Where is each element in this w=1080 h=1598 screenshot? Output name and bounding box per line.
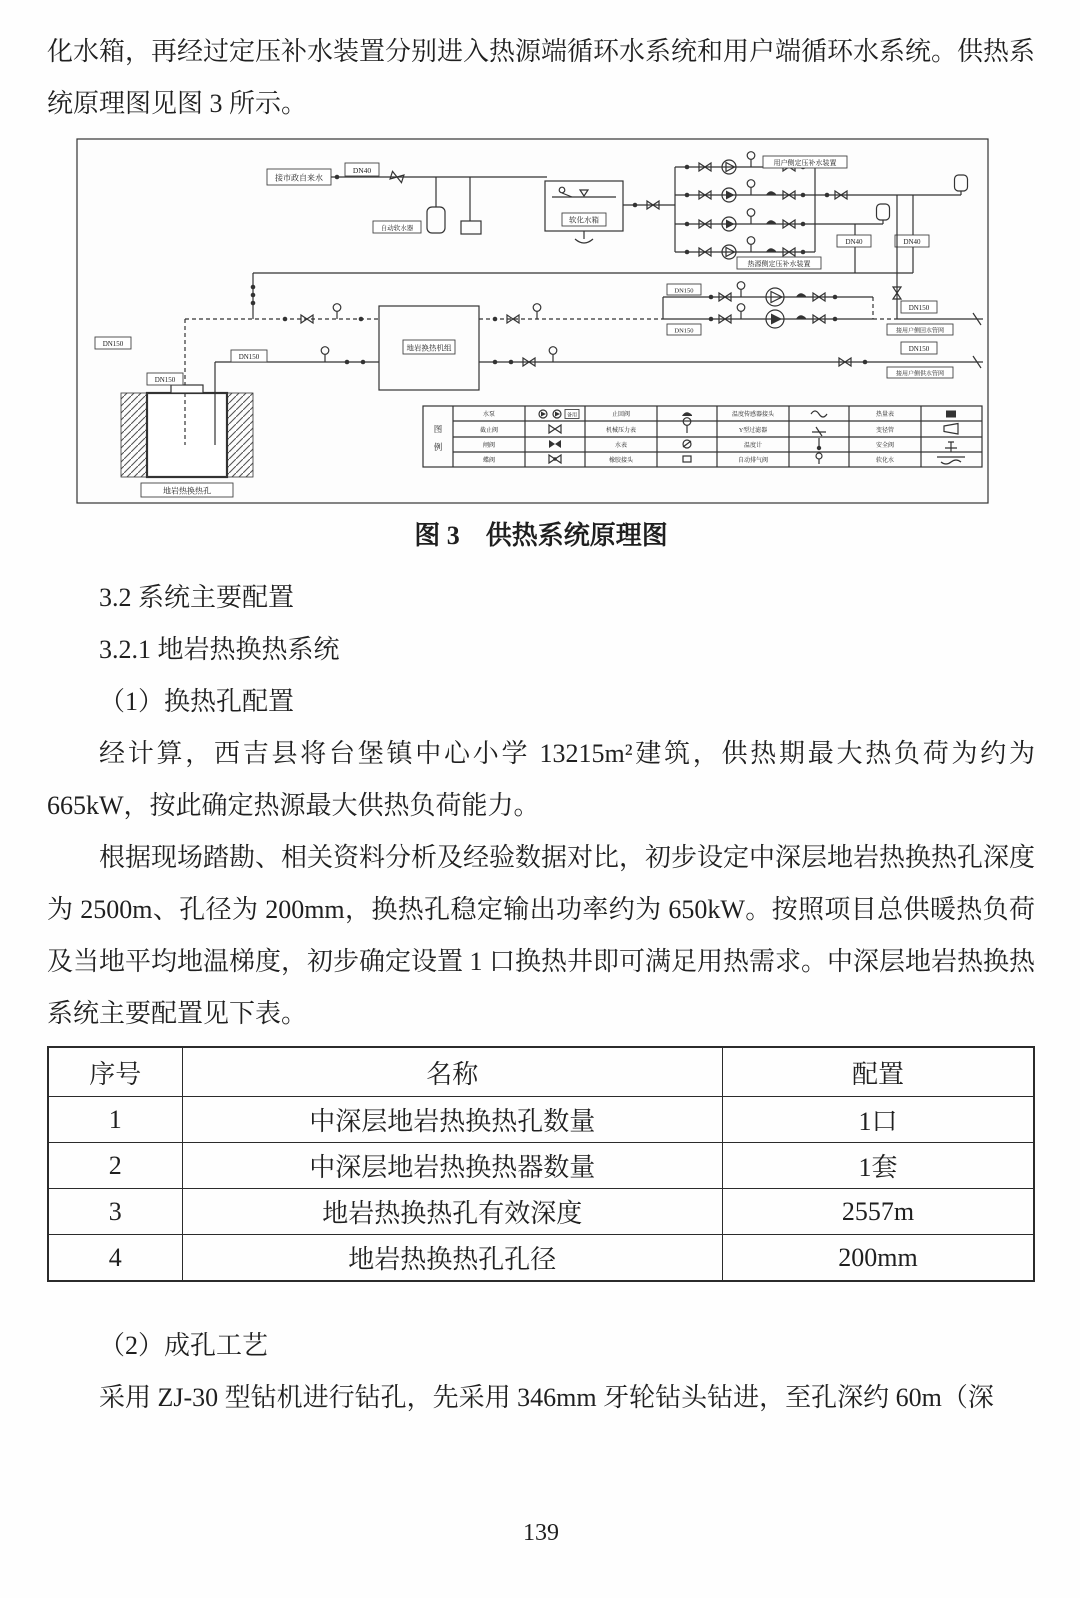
table-header-name: 名称 xyxy=(182,1047,722,1097)
dn40-label: DN40 xyxy=(845,238,863,246)
tap-water-label: 接市政自来水 xyxy=(275,173,323,183)
paragraph-borehole-design: 根据现场踏勘、相关资料分析及经验数据对比，初步设定中深层地岩热换热孔深度为 2500m、孔径为 200mm，换热孔稳定输出功率约为 650kW。按照项目总供暖热负荷及当地平均地温梯度，初步确定设置 1 口换热井即可满足用热需求。中深层地岩热换热系统主要配置见下表。 xyxy=(47,843,1036,1028)
heading-item-1: （1）换热孔配置 xyxy=(99,687,295,716)
figure-3-heating-schematic xyxy=(75,136,990,506)
legend-item: 变径管 xyxy=(875,428,895,434)
dn150-label: DN150 xyxy=(674,287,694,295)
softener-label: 自动软水器 xyxy=(380,225,414,232)
configuration-table xyxy=(47,1046,1035,1282)
tank-label: 软化水箱 xyxy=(569,215,599,225)
table-cell-no: 3 xyxy=(48,1189,182,1235)
table-cell-name: 中深层地岩热换热孔数量 xyxy=(182,1097,722,1143)
supply-net-label: 接用户侧供水管网 xyxy=(895,371,945,378)
dn40-label: DN40 xyxy=(903,238,921,246)
heating-system-diagram xyxy=(75,136,990,506)
table-cell-no: 1 xyxy=(48,1097,182,1143)
table-header-config: 配置 xyxy=(722,1047,1034,1097)
table-row xyxy=(48,1235,1034,1282)
table-row xyxy=(48,1097,1034,1143)
source-makeup-label: 热源侧定压补水装置 xyxy=(747,260,811,268)
borehole-section xyxy=(95,319,253,497)
legend-item: 截止阀 xyxy=(479,428,499,434)
table-cell-name: 地岩热换热孔有效深度 xyxy=(182,1189,722,1235)
legend-item: 闸阀 xyxy=(482,443,496,449)
makeup-pump-branch xyxy=(675,237,815,259)
table-cell-config: 200mm xyxy=(722,1235,1034,1282)
heading-3-2: 3.2 系统主要配置 xyxy=(99,583,295,612)
legend-item: 自动排气阀 xyxy=(737,458,769,464)
borehole-label: 地岩热换热孔 xyxy=(163,486,211,496)
legend-side-bottom: 例 xyxy=(433,442,443,452)
heading-3-2-1: 3.2.1 地岩热换热系统 xyxy=(99,635,340,664)
heat-exchange-unit-section xyxy=(185,282,983,390)
page-number: 139 xyxy=(523,1520,559,1546)
dn150-label: DN150 xyxy=(908,345,930,353)
dn150-label: DN150 xyxy=(674,327,694,335)
legend-spare-label: 备用 xyxy=(566,413,578,419)
heading-item-2: （2）成孔工艺 xyxy=(99,1331,269,1360)
legend-item: 温度传感器接头 xyxy=(731,412,775,418)
makeup-pump-branch xyxy=(675,209,815,231)
table-cell-no: 4 xyxy=(48,1235,182,1282)
return-net-label: 接用户侧回水管网 xyxy=(895,328,945,335)
table-header-row xyxy=(48,1047,1034,1097)
paragraph-drilling: 采用 ZJ-30 型钻机进行钻孔，先采用 346mm 牙轮钻头钻进，至孔深约 60m（深 xyxy=(99,1383,994,1412)
legend-table xyxy=(423,406,982,467)
dn150-label: DN150 xyxy=(102,340,124,348)
makeup-pump-branch xyxy=(675,180,815,202)
unit-label: 地岩换热机组 xyxy=(406,343,452,353)
makeup-water-subsystem xyxy=(251,152,968,319)
intro-paragraph: 化水箱，再经过定压补水装置分别进入热源端循环水系统和用户端循环水系统。供热系统原理图见图 3 所示。 xyxy=(47,37,1036,118)
legend-item: Y型过滤器 xyxy=(738,428,768,434)
table-cell-name: 中深层地岩热换热器数量 xyxy=(182,1143,722,1189)
table-cell-no: 2 xyxy=(48,1143,182,1189)
paragraph-heat-load: 经计算，西吉县将台堡镇中心小学 13215m²建筑，供热期最大热负荷为约为 665kW，按此确定热源最大供热负荷能力。 xyxy=(47,739,1035,820)
legend-item: 机械压力表 xyxy=(605,428,637,434)
table-cell-config: 1口 xyxy=(722,1097,1034,1143)
legend-item: 水泵 xyxy=(482,412,496,418)
table-cell-config: 1套 xyxy=(722,1143,1034,1189)
dn150-label: DN150 xyxy=(238,353,260,361)
legend-item: 软化水 xyxy=(875,458,895,464)
legend-item: 蝶阀 xyxy=(482,458,496,464)
legend-side-top: 图 xyxy=(433,424,443,434)
table-header-no: 序号 xyxy=(48,1047,182,1097)
legend-item: 橡胶接头 xyxy=(608,458,634,464)
dn40-label: DN40 xyxy=(352,166,372,175)
legend-item: 止回阀 xyxy=(611,412,631,418)
dn150-label: DN150 xyxy=(154,376,176,384)
table-row xyxy=(48,1189,1034,1235)
legend-item: 安全阀 xyxy=(875,443,895,449)
user-makeup-label: 用户侧定压补水装置 xyxy=(773,159,837,167)
legend-item: 温度计 xyxy=(743,443,763,449)
legend-item: 水表 xyxy=(614,443,628,449)
table-row xyxy=(48,1143,1034,1189)
figure-caption: 图 3 供热系统原理图 xyxy=(414,521,668,550)
table-cell-name: 地岩热换热孔孔径 xyxy=(182,1235,722,1282)
legend-item: 热量表 xyxy=(875,412,895,418)
dn150-label: DN150 xyxy=(908,304,930,312)
table-cell-config: 2557m xyxy=(722,1189,1034,1235)
